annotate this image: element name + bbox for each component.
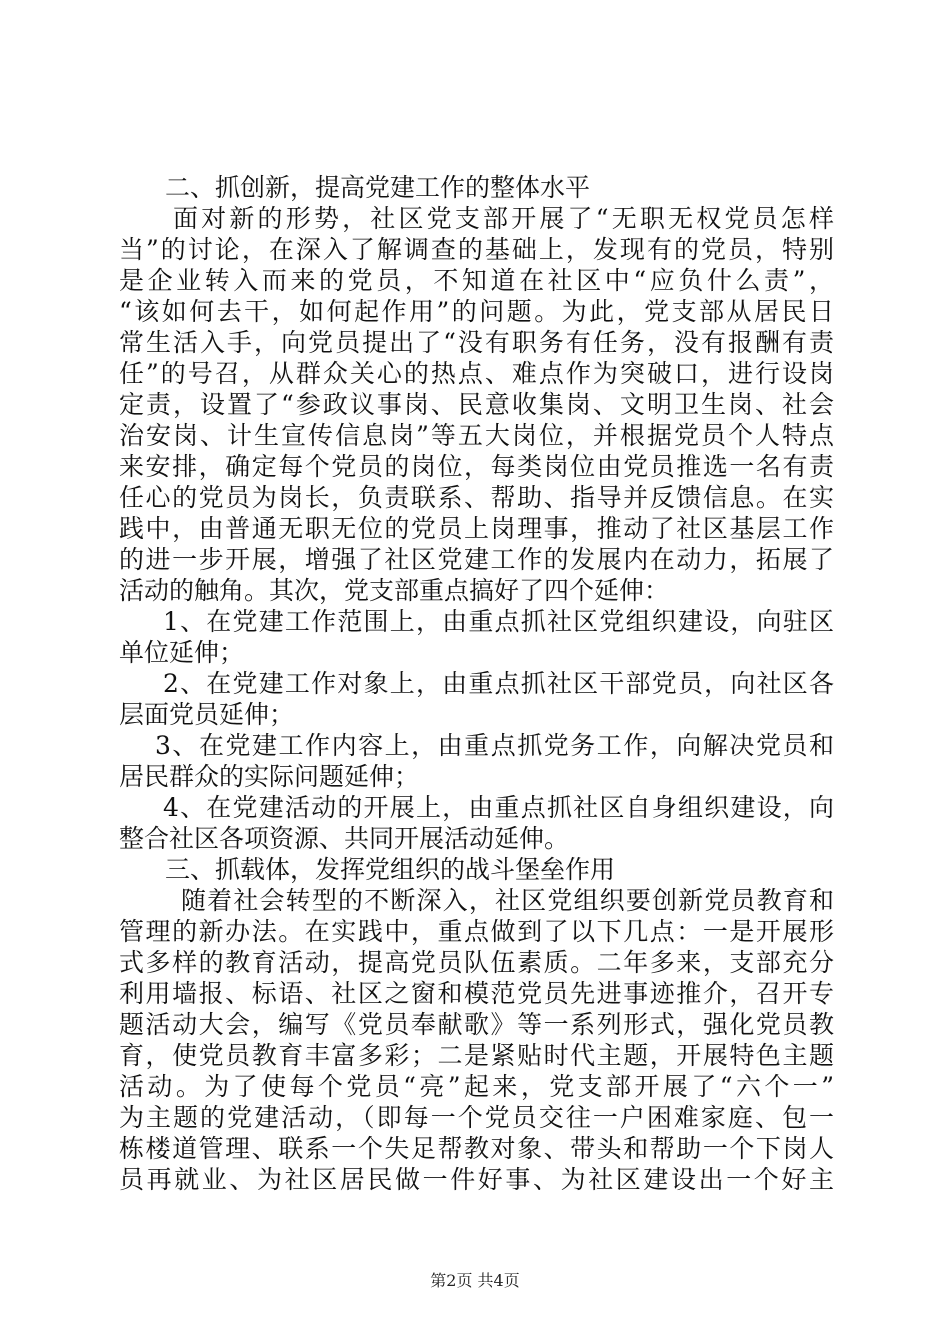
paragraph-line: 员再就业、为社区居民做一件好事、为社区建设出一个好主 — [119, 1165, 834, 1194]
paragraph-line: 栋楼道管理、联系一个失足帮教对象、带头和帮助一个下岗人 — [119, 1134, 834, 1163]
paragraph-line: 利用墙报、标语、社区之窗和模范党员先进事迹推介，召开专 — [119, 979, 834, 1008]
list-item-line: 2、在党建工作对象上，由重点抓社区干部党员，向社区各 — [163, 669, 834, 698]
paragraph-line: “该如何去干，如何起作用”的问题。为此，党支部从居民日 — [119, 297, 834, 326]
list-item-line: 4、在党建活动的开展上，由重点抓社区自身组织建设，向 — [163, 793, 834, 822]
paragraph-line: 随着社会转型的不断深入，社区党组织要创新党员教育和 — [181, 886, 834, 915]
list-item-line: 单位延伸； — [119, 638, 245, 667]
paragraph-line: 育，使党员教育丰富多彩；二是紧贴时代主题，开展特色主题 — [119, 1041, 834, 1070]
paragraph-line: 治安岗、计生宣传信息岗”等五大岗位，并根据党员个人特点 — [119, 421, 834, 450]
paragraph-line: 活动的触角。其次，党支部重点搞好了四个延伸： — [119, 576, 670, 605]
paragraph-line: 任心的党员为岗长，负责联系、帮助、指导并反馈信息。在实 — [119, 483, 834, 512]
paragraph-line: 践中，由普通无职无位的党员上岗理事，推动了社区基层工作 — [119, 514, 834, 543]
section-heading: 二、抓创新，提高党建工作的整体水平 — [165, 173, 591, 202]
paragraph-line: 面对新的形势，社区党支部开展了“无职无权党员怎样 — [173, 204, 834, 233]
paragraph-line: 活动。为了使每个党员“亮”起来，党支部开展了“六个一” — [119, 1072, 834, 1101]
document-body — [119, 172, 834, 1195]
paragraph-line: 定责，设置了“参政议事岗、民意收集岗、文明卫生岗、社会 — [119, 390, 834, 419]
paragraph-line: 题活动大会，编写《党员奉献歌》等一系列形式，强化党员教 — [119, 1010, 834, 1039]
paragraph-line: 来安排，确定每个党员的岗位，每类岗位由党员推选一名有责 — [119, 452, 834, 481]
paragraph-line: 管理的新办法。在实践中，重点做到了以下几点：一是开展形 — [119, 917, 834, 946]
list-item-line: 居民群众的实际问题延伸； — [119, 762, 420, 791]
list-item-line: 整合社区各项资源、共同开展活动延伸。 — [119, 824, 570, 853]
paragraph-line: 当”的讨论，在深入了解调查的基础上，发现有的党员，特别 — [119, 235, 834, 264]
paragraph-line: 式多样的教育活动，提高党员队伍素质。二年多来，支部充分 — [119, 948, 834, 977]
section-heading: 三、抓载体，发挥党组织的战斗堡垒作用 — [165, 855, 616, 884]
page-number-footer: 第2页 共4页 — [430, 1271, 520, 1290]
list-item-line: 3、在党建工作内容上，由重点抓党务工作，向解决党员和 — [155, 731, 834, 760]
paragraph-line: 是企业转入而来的党员，不知道在社区中“应负什么责”， — [119, 266, 834, 295]
paragraph-line: 任”的号召，从群众关心的热点、难点作为突破口，进行设岗 — [119, 359, 834, 388]
list-item-line: 1、在党建工作范围上，由重点抓社区党组织建设，向驻区 — [163, 607, 834, 636]
paragraph-line: 为主题的党建活动，（即每一个党员交往一户困难家庭、包一 — [119, 1103, 834, 1132]
list-item-line: 层面党员延伸； — [119, 700, 295, 729]
paragraph-line: 的进一步开展，增强了社区党建工作的发展内在动力，拓展了 — [119, 545, 834, 574]
paragraph-line: 常生活入手，向党员提出了“没有职务有任务，没有报酬有责 — [119, 328, 834, 357]
